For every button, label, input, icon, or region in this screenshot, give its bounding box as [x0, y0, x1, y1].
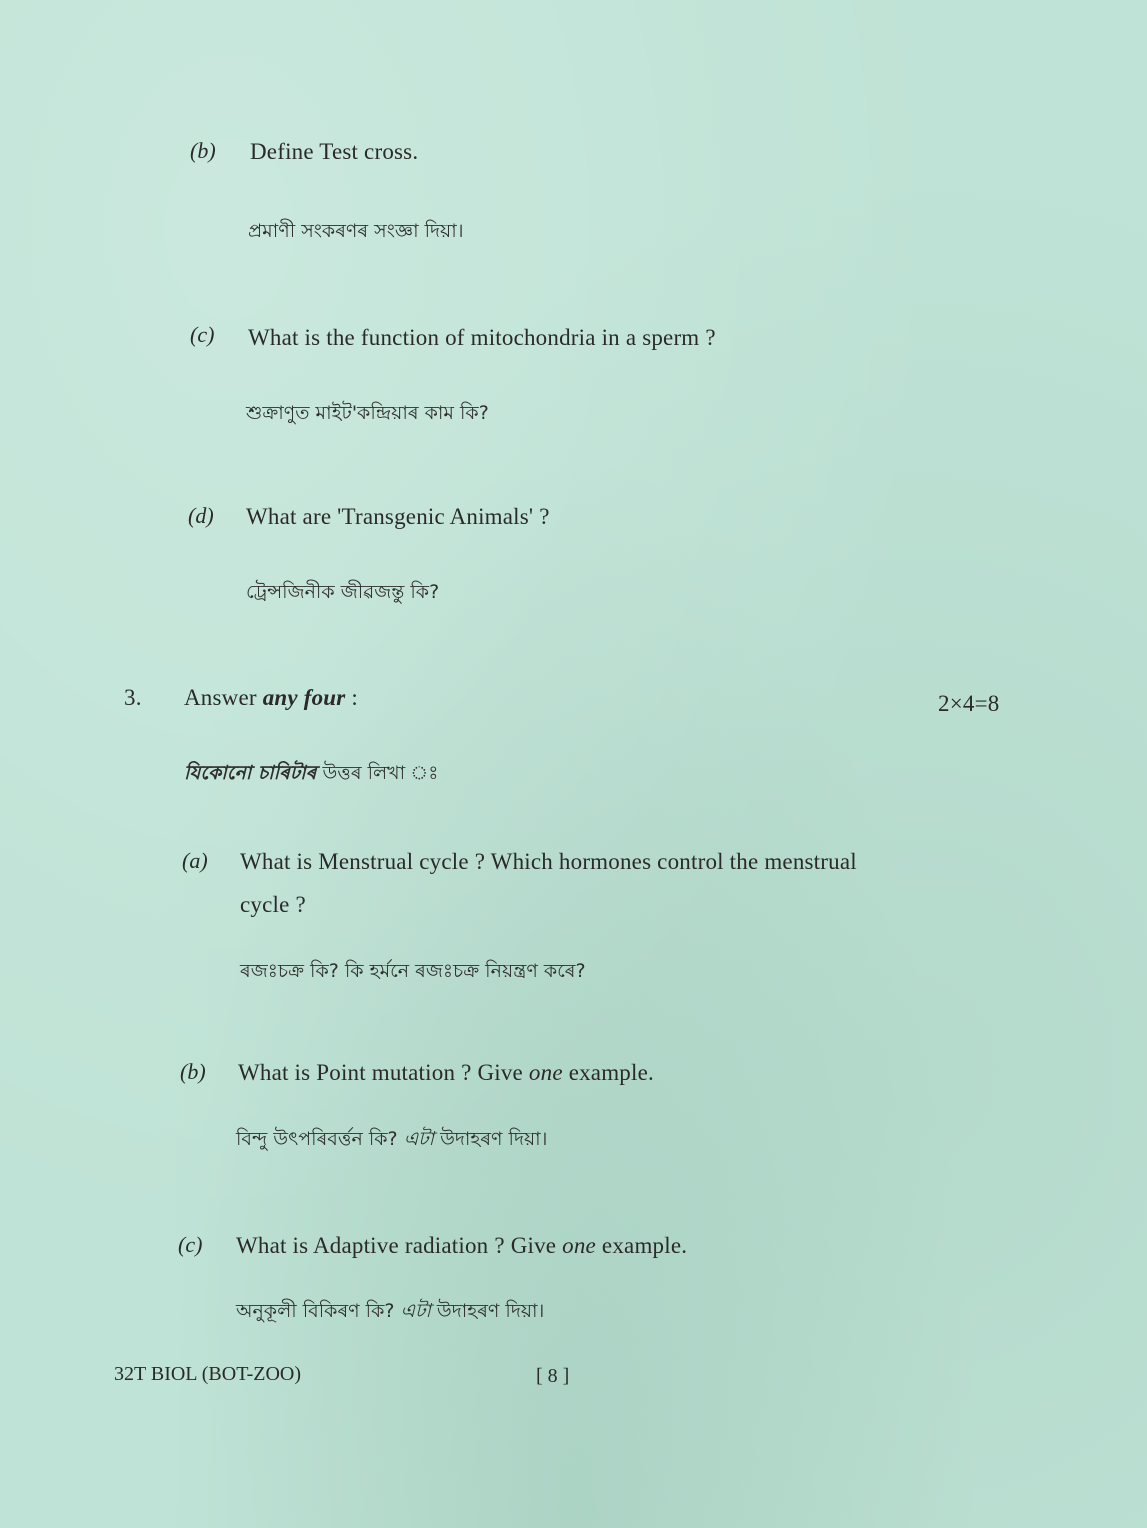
q3-heading-prefix: Answer — [184, 685, 257, 710]
q3c-question-as — [236, 1302, 544, 1321]
q3-heading-as-rest: উত্তৰ লিখা ঃ — [322, 762, 439, 784]
q3-heading — [184, 686, 358, 709]
q3b-question-en-emphasis: one — [528, 1060, 563, 1085]
q3-marks: 2×4=8 — [938, 691, 1000, 716]
q3a-question-en-line1: What is Menstrual cycle ? Which hormones control the menstrual — [240, 849, 857, 874]
q3b-question-en-prefix: What is Point mutation ? Give — [238, 1060, 523, 1085]
footer-course-code: 32T BIOL (BOT-ZOO) — [114, 1363, 302, 1385]
q3-number: 3. — [124, 685, 142, 710]
q2c-question-en: What is the function of mitochondria in a sperm ? — [248, 325, 716, 350]
q3c-label: (c) — [178, 1232, 203, 1257]
q2c-label: (c) — [190, 322, 215, 347]
q3-heading-suffix: : — [351, 685, 359, 710]
q3c-question-as-suffix: উদাহৰণ দিয়া। — [436, 1300, 545, 1322]
q3a-label: (a) — [182, 848, 208, 873]
q2b-label: (b) — [190, 138, 216, 163]
q3c-question-en — [236, 1234, 687, 1257]
q2d-question-en: What are 'Transgenic Animals' ? — [246, 504, 550, 529]
q3b-question-as-prefix: বিন্দু উৎপৰিবৰ্ত্তন কি? — [236, 1128, 398, 1150]
q3a-question-as: ৰজঃচক্ৰ কি? কি হৰ্মনে ৰজঃচক্ৰ নিয়ন্ত্ৰণ কৰে? — [240, 960, 586, 982]
q3b-question-as — [236, 1130, 547, 1149]
q3b-question-as-suffix: উদাহৰণ দিয়া। — [440, 1128, 548, 1150]
q3b-question-en — [238, 1061, 654, 1084]
q3-heading-emphasis: any four — [262, 685, 346, 710]
q2d-label: (d) — [188, 503, 214, 528]
q3c-question-en-emphasis: one — [562, 1233, 596, 1258]
q3b-question-en-suffix: example. — [568, 1060, 654, 1085]
q3b-question-as-emphasis: এটা — [403, 1128, 435, 1150]
q3c-question-en-prefix: What is Adaptive radiation ? Give — [236, 1233, 557, 1258]
q2d-question-as: ট্ৰেন্সজিনীক জীৱজন্তু কি? — [246, 581, 440, 603]
q3c-question-as-prefix: অনুকূলী বিকিৰণ কি? — [236, 1300, 395, 1322]
q2c-question-as: শুক্ৰাণুত মাইট'কন্দ্ৰিয়াৰ কাম কি? — [246, 402, 489, 424]
q3a-question-en-line2: cycle ? — [240, 892, 306, 917]
footer-page-number: [ 8 ] — [536, 1365, 570, 1387]
q3c-question-as-emphasis: এটা — [400, 1300, 431, 1322]
q3b-label: (b) — [180, 1059, 206, 1084]
q3-heading-as-emphasis: যিকোনো চাৰিটাৰ — [184, 762, 317, 784]
q2b-question-as: প্ৰমাণী সংকৰণৰ সংজ্ঞা দিয়া। — [248, 220, 464, 242]
q2b-question-en: Define Test cross. — [250, 139, 419, 164]
q3-heading-as — [184, 764, 438, 783]
q3c-question-en-suffix: example. — [601, 1233, 688, 1258]
